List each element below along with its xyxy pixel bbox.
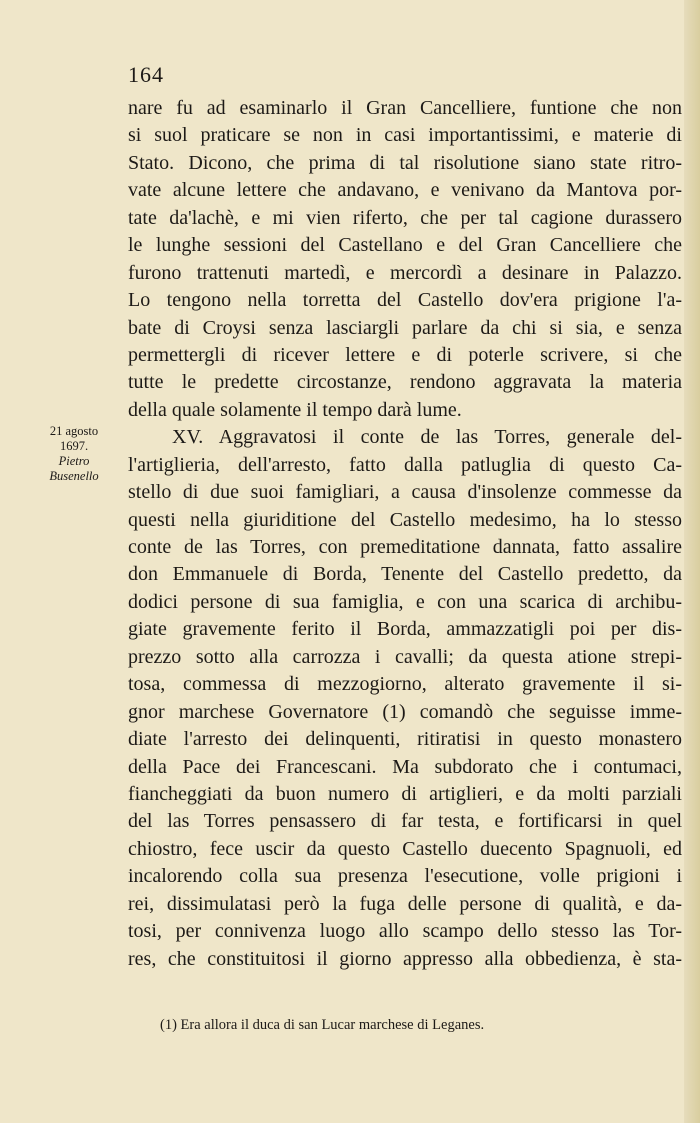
margin-note-date: 21 agosto	[49, 424, 99, 438]
text-line: fiancheggiati da buon numero di artiglieri, e da molti parziali	[128, 782, 682, 805]
text-line: bate di Croysi senza lasciargli parlare da chi si sia, e senza	[128, 316, 682, 339]
text-line: nare fu ad esaminarlo il Gran Cancelliere, funtione che non	[128, 97, 682, 119]
text-line: tate da'lachè, e mi vien riferto, che per tal cagione durassero	[128, 206, 682, 229]
text-line: del las Torres pensassero di far testa, e fortificarsi in quel	[128, 810, 682, 833]
text-line: le lunghe sessioni del Castellano e del Gran Cancelliere che	[128, 234, 682, 257]
text-line: l'artiglieria, dell'arresto, fatto dalla patluglia di questo Ca-	[128, 453, 682, 476]
text-line: tosa, commessa di mezzogiorno, alterato gravemente il si-	[128, 673, 682, 696]
body-text	[128, 95, 682, 973]
text-line: giate gravemente ferito il Borda, ammazzatigli poi per dis-	[128, 618, 682, 641]
text-line: Lo tengono nella torretta del Castello dov'era prigione l'a-	[128, 289, 682, 312]
page-edge-shadow	[684, 0, 700, 1123]
text-line: incalorendo colla sua presenza l'esecutione, volle prigioni i	[128, 865, 682, 888]
text-line: permettergli di ricever lettere e di poterle scrivere, si che	[128, 343, 682, 366]
margin-note-year: 1697.	[59, 439, 89, 453]
footnote: (1) Era allora il duca di san Lucar marchese di Leganes.	[160, 1017, 485, 1033]
text-line: della quale solamente il tempo darà lume.	[128, 398, 462, 421]
text-line: furono trattenuti martedì, e mercordì a desinare in Palazzo.	[128, 261, 682, 284]
text-line: tosi, per connivenza luogo allo scampo dello stesso las Tor-	[128, 920, 682, 943]
text-line: rei, dissimulatasi però la fuga delle persone di qualità, e da-	[128, 892, 682, 915]
text-line: dodici persone di sua famiglia, e con una scarica di archibu-	[128, 590, 682, 613]
text-line: tutte le predette circostanze, rendono aggravata la materia	[128, 371, 682, 394]
text-line: si suol praticare se non in casi importantissimi, e materie di	[128, 124, 682, 147]
section-heading-line: XV. Aggravatosi il conte de las Torres, generale del-	[172, 426, 682, 449]
text-line: don Emmanuele di Borda, Tenente del Castello predetto, da	[128, 563, 682, 586]
margin-note-author-first: Pietro	[58, 454, 90, 468]
text-line: vate alcune lettere che andavano, e venivano da Mantova por-	[128, 179, 682, 202]
text-line: questi nella giuriditione del Castello medesimo, ha lo stesso	[128, 508, 682, 531]
text-line: diate l'arresto dei delinquenti, ritiratisi in questo monastero	[128, 728, 682, 751]
text-line: Stato. Dicono, che prima di tal risolutione siano state ritro-	[128, 151, 682, 174]
text-line: res, che constituitosi il giorno appresso alla obbedienza, è sta-	[128, 947, 682, 970]
text-line: conte de las Torres, con premeditatione dannata, fatto assalire	[128, 536, 682, 558]
text-line: prezzo sotto alla carrozza i cavalli; da questa atione strepi-	[128, 645, 682, 668]
text-line: chiostro, fece uscir da questo Castello duecento Spagnuoli, ed	[128, 837, 682, 860]
margin-note-author-last: Busenello	[49, 469, 99, 483]
text-line: della Pace dei Francescani. Ma subdorato che i contumaci,	[128, 755, 682, 778]
margin-note	[24, 424, 124, 484]
text-line: stello di due suoi famigliari, a causa d'insolenze commesse da	[128, 481, 682, 504]
page-number: 164	[128, 62, 164, 87]
text-line: gnor marchese Governatore (1) comandò che seguisse imme-	[128, 700, 682, 723]
